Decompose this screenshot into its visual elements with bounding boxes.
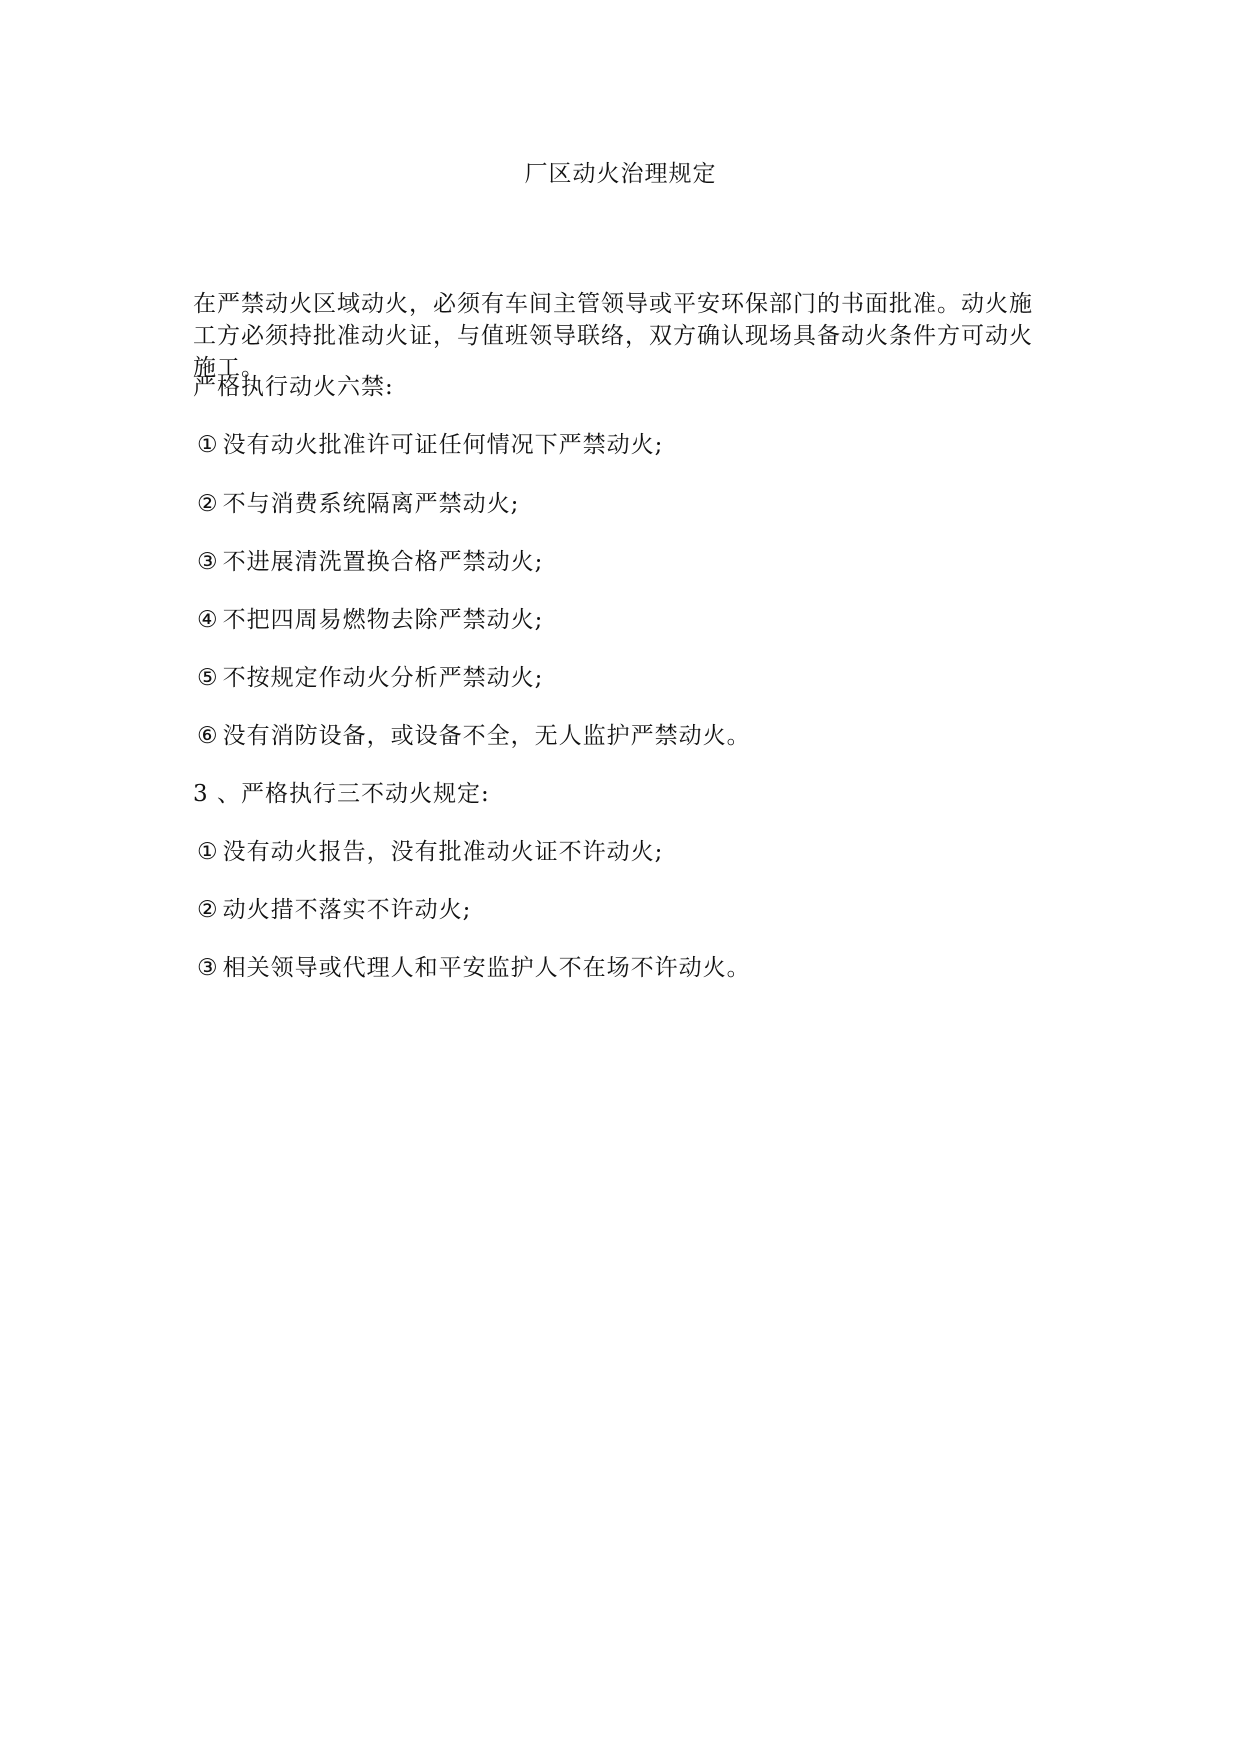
list-item <box>197 605 543 635</box>
item-text: 没有动火报告，没有批准动火证不许动火; <box>222 839 664 865</box>
six-prohibitions-heading: 严格执行动火六禁: <box>193 374 394 400</box>
item-number: ② <box>197 491 219 517</box>
list-item <box>197 489 519 519</box>
item-number: ④ <box>197 607 219 633</box>
three-rules-heading: 3 、严格执行三不动火规定: <box>193 781 490 807</box>
list-item <box>197 895 471 925</box>
item-text: 动火措不落实不许动火; <box>222 897 472 923</box>
list-item <box>197 547 543 577</box>
list-item <box>197 430 663 460</box>
intro-paragraph: 在严禁动火区域动火，必须有车间主管领导或平安环保部门的书面批准。动火施工方必须持批准动火证，与值班领导联络，双方确认现场具备动火条件方可动火施工。 <box>193 291 1033 381</box>
item-text: 不进展清洗置换合格严禁动火; <box>222 549 544 575</box>
item-number: ② <box>197 897 219 923</box>
item-text: 不把四周易燃物去除严禁动火; <box>222 607 544 633</box>
item-number: ① <box>197 432 219 458</box>
item-number: ① <box>197 839 219 865</box>
item-number: ⑥ <box>197 723 219 749</box>
item-number: ③ <box>197 955 219 981</box>
list-item <box>197 663 543 693</box>
item-text: 不与消费系统隔离严禁动火; <box>222 491 520 517</box>
item-text: 相关领导或代理人和平安监护人不在场不许动火。 <box>222 955 751 981</box>
item-text: 不按规定作动火分析严禁动火; <box>222 665 544 691</box>
list-item <box>197 953 751 983</box>
item-text: 没有动火批准许可证任何情况下严禁动火; <box>222 432 664 458</box>
document-title: 厂区动火治理规定 <box>524 161 717 187</box>
item-number: ③ <box>197 549 219 575</box>
list-item <box>197 837 663 867</box>
item-number: ⑤ <box>197 665 219 691</box>
list-item <box>197 721 751 751</box>
item-text: 没有消防设备，或设备不全，无人监护严禁动火。 <box>222 723 751 749</box>
